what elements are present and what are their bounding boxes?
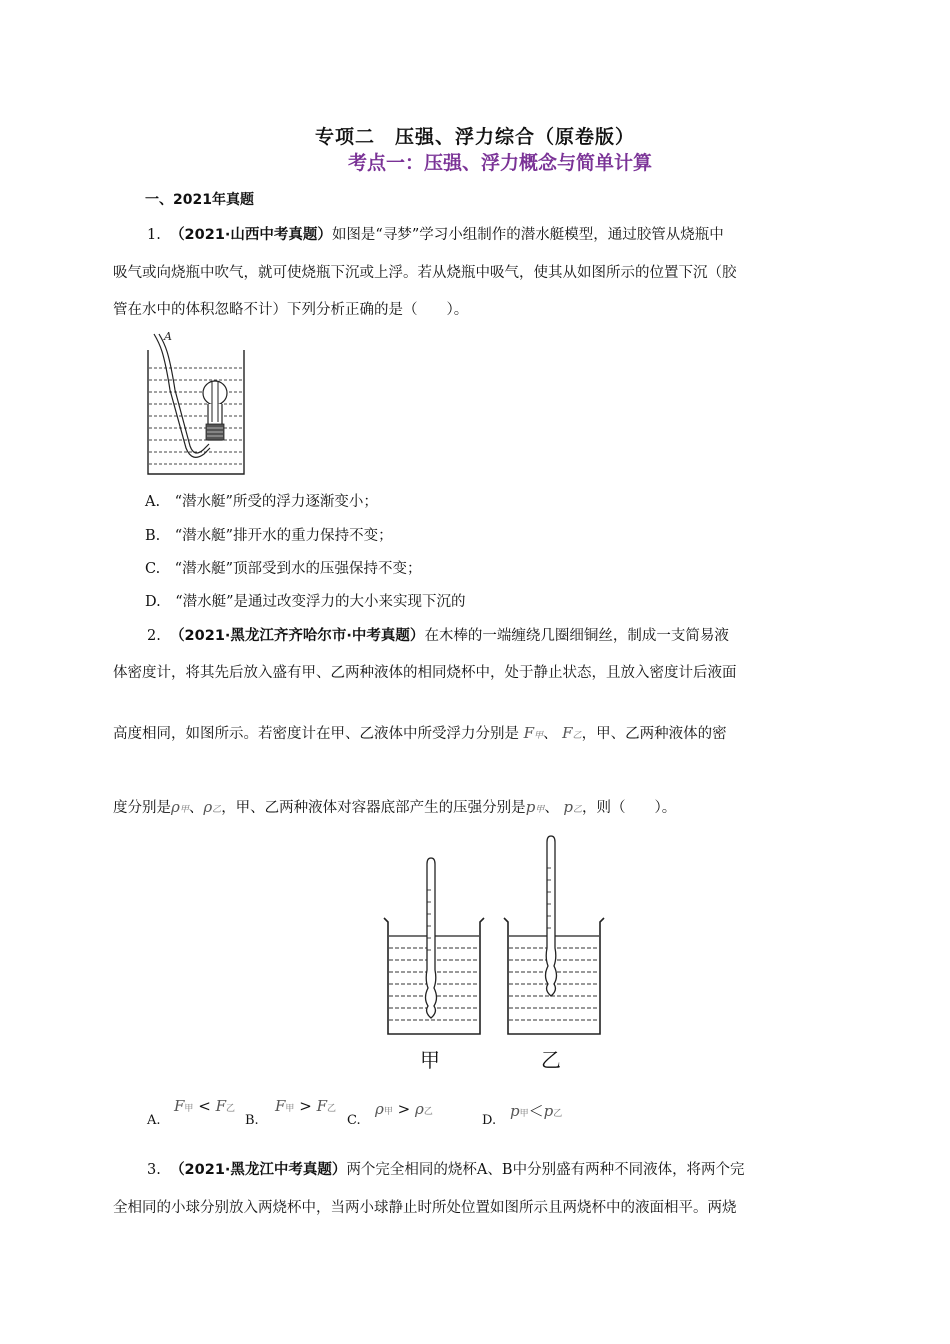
section-heading: 一、2021年真题 <box>145 192 254 208</box>
q2-line1-text: 在木棒的一端缠绕几圈细铜丝，制成一支简易液 <box>424 628 729 644</box>
figure-label-yi: 乙 <box>541 1048 561 1072</box>
q2-option-d-label: D. <box>482 1113 497 1128</box>
q3-line2: 全相同的小球分别放入两烧杯中，当两小球静止时所处位置如图所示且两烧杯中的液面相平。两烧 <box>113 1200 737 1216</box>
q2-option-a-label: A. <box>147 1113 161 1128</box>
symbol-p-yi: p乙 <box>563 798 583 816</box>
submarine-model-figure <box>140 330 252 478</box>
q3-line1 <box>147 1158 745 1179</box>
q1-option-a: A. “潜水艇”所受的浮力逐渐变小； <box>145 494 378 510</box>
q2-option-d: p甲＜p乙 <box>510 1102 563 1120</box>
q2-option-c: ρ甲 > ρ乙 <box>375 1100 433 1118</box>
q2-line1 <box>147 624 729 645</box>
hydrometer-beakers-figure <box>380 830 610 1070</box>
q2-line4: 度分别是ρ甲、ρ乙，甲、乙两种液体对容器底部产生的压强分别是p甲、 p乙，则（ ）。 <box>113 798 677 816</box>
q3-line1-text: 两个完全相同的烧杯A、B中分别盛有两种不同液体，将两个完 <box>346 1162 745 1178</box>
q2-option-c-label: C. <box>347 1113 361 1128</box>
symbol-rho-jia: ρ甲 <box>171 798 189 816</box>
q2-number: 2. <box>147 628 161 644</box>
q2-line2: 体密度计，将其先后放入盛有甲、乙两种液体的相同烧杯中，处于静止状态，且放入密度计后液面 <box>113 665 737 681</box>
page-title: 专项二 压强、浮力综合（原卷版） <box>314 126 635 148</box>
q1-line3: 管在水中的体积忽略不计）下列分析正确的是（ ）。 <box>113 302 469 318</box>
q1-option-d: D. “潜水艇”是通过改变浮力的大小来实现下沉的 <box>145 594 466 610</box>
q3-source: （2021·黑龙江中考真题） <box>170 1162 347 1178</box>
q1-option-b: B. “潜水艇”排开水的重力保持不变； <box>145 528 393 544</box>
q1-line1 <box>147 223 724 244</box>
symbol-F-yi: F乙 <box>562 724 582 742</box>
q1-line1-text: 如图是“寻梦”学习小组制作的潜水艇模型，通过胶管从烧瓶中 <box>331 227 724 243</box>
q1-option-c: C. “潜水艇”顶部受到水的压强保持不变； <box>145 561 422 577</box>
symbol-rho-yi: ρ乙 <box>203 798 222 816</box>
symbol-F-jia: F甲 <box>523 724 544 742</box>
symbol-p-jia: p甲 <box>525 798 545 816</box>
q2-option-b-label: B. <box>245 1113 259 1128</box>
q1-number: 1. <box>147 227 161 243</box>
q2-line3: 高度相同，如图所示。若密度计在甲、乙液体中所受浮力分别是 F甲、 F乙，甲、乙两种液体的密 <box>113 724 727 742</box>
page-subtitle: 考点一：压强、浮力概念与简单计算 <box>347 152 652 174</box>
q1-source: （2021·山西中考真题） <box>170 227 332 243</box>
beaker-yi <box>504 836 604 1034</box>
q1-line2: 吸气或向烧瓶中吹气，就可使烧瓶下沉或上浮。若从烧瓶中吸气，使其从如图所示的位置下沉（胶 <box>113 265 737 281</box>
beaker-jia <box>384 858 484 1034</box>
q2-option-a: F甲 < F乙 <box>174 1097 236 1115</box>
q2-source: （2021·黑龙江齐齐哈尔市·中考真题） <box>170 628 425 644</box>
figure-label-a: A <box>164 330 172 343</box>
figure-label-jia: 甲 <box>420 1048 440 1072</box>
q3-number: 3. <box>147 1162 161 1178</box>
q2-option-b: F甲 > F乙 <box>275 1097 337 1115</box>
